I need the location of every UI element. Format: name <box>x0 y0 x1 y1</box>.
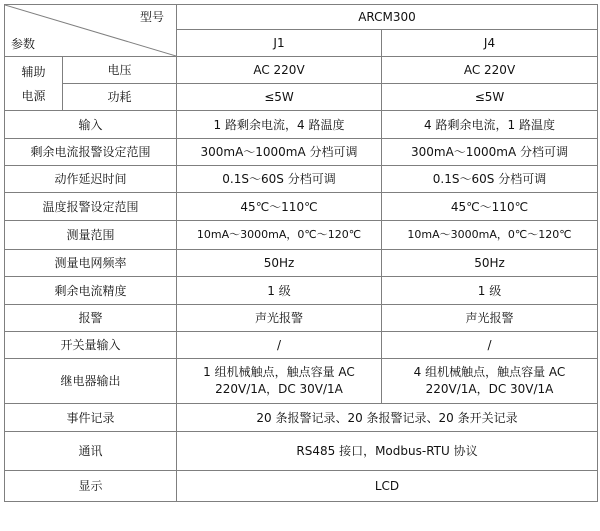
relay-output-j1 <box>177 359 382 404</box>
residual-accuracy-j1: 1 级 <box>177 277 382 305</box>
row-temp-alarm-range <box>5 193 598 221</box>
series-name: ARCM300 <box>177 5 598 30</box>
power-j4: ≤5W <box>382 84 598 111</box>
aux-power-label-2: 电源 <box>21 88 46 103</box>
row-input <box>5 111 598 139</box>
display-value: LCD <box>177 471 598 502</box>
row-residual-accuracy <box>5 277 598 305</box>
display-label: 显示 <box>5 471 177 502</box>
diagonal-header-cell <box>5 5 177 57</box>
row-grid-frequency <box>5 250 598 277</box>
relay-output-j1-line1: 1 组机械触点，触点容量 AC <box>203 365 355 379</box>
relay-output-j4-line1: 4 组机械触点，触点容量 AC <box>413 365 566 379</box>
measure-range-label: 测量范围 <box>5 221 177 250</box>
aux-power-label-1: 辅助 <box>21 64 46 79</box>
row-relay-output <box>5 359 598 404</box>
switch-input-label: 开关量输入 <box>5 332 177 359</box>
relay-output-label: 继电器输出 <box>5 359 177 404</box>
temp-alarm-range-label: 温度报警设定范围 <box>5 193 177 221</box>
temp-alarm-range-j4: 45℃～110℃ <box>382 193 598 221</box>
event-record-label: 事件记录 <box>5 404 177 432</box>
row-alarm <box>5 305 598 332</box>
action-delay-label: 动作延迟时间 <box>5 166 177 193</box>
relay-output-j4 <box>382 359 598 404</box>
measure-range-j1: 10mA～3000mA，0℃～120℃ <box>177 221 382 250</box>
residual-alarm-range-label: 剩余电流报警设定范围 <box>5 139 177 166</box>
row-display <box>5 471 598 502</box>
switch-input-j1: / <box>177 332 382 359</box>
input-j4: 4 路剩余电流，1 路温度 <box>382 111 598 139</box>
input-label: 输入 <box>5 111 177 139</box>
voltage-j1: AC 220V <box>177 57 382 84</box>
residual-accuracy-label: 剩余电流精度 <box>5 277 177 305</box>
action-delay-j1: 0.1S～60S 分档可调 <box>177 166 382 193</box>
power-label: 功耗 <box>63 84 177 111</box>
row-switch-input <box>5 332 598 359</box>
communication-label: 通讯 <box>5 432 177 471</box>
input-j1: 1 路剩余电流，4 路温度 <box>177 111 382 139</box>
action-delay-j4: 0.1S～60S 分档可调 <box>382 166 598 193</box>
residual-accuracy-j4: 1 级 <box>382 277 598 305</box>
communication-value: RS485 接口，Modbus-RTU 协议 <box>177 432 598 471</box>
voltage-label: 电压 <box>63 57 177 84</box>
aux-power-group-label <box>5 57 63 111</box>
row-power <box>5 84 598 111</box>
alarm-label: 报警 <box>5 305 177 332</box>
grid-frequency-j4: 50Hz <box>382 250 598 277</box>
grid-frequency-j1: 50Hz <box>177 250 382 277</box>
event-record-value: 20 条报警记录、20 条报警记录、20 条开关记录 <box>177 404 598 432</box>
residual-alarm-range-j4: 300mA～1000mA 分档可调 <box>382 139 598 166</box>
power-j1: ≤5W <box>177 84 382 111</box>
voltage-j4: AC 220V <box>382 57 598 84</box>
header-param-label: 参数 <box>11 37 36 51</box>
header-row-series <box>5 5 598 30</box>
residual-alarm-range-j1: 300mA～1000mA 分档可调 <box>177 139 382 166</box>
alarm-j1: 声光报警 <box>177 305 382 332</box>
row-communication <box>5 432 598 471</box>
header-model-label: 型号 <box>139 10 164 24</box>
grid-frequency-label: 测量电网频率 <box>5 250 177 277</box>
model-j1: J1 <box>177 30 382 57</box>
relay-output-j1-line2: 220V/1A，DC 30V/1A <box>215 382 343 396</box>
relay-output-j4-line2: 220V/1A，DC 30V/1A <box>425 382 554 396</box>
row-measure-range <box>5 221 598 250</box>
temp-alarm-range-j1: 45℃～110℃ <box>177 193 382 221</box>
alarm-j4: 声光报警 <box>382 305 598 332</box>
row-voltage <box>5 57 598 84</box>
spec-table <box>4 4 598 502</box>
measure-range-j4: 10mA～3000mA，0℃～120℃ <box>382 221 598 250</box>
switch-input-j4: / <box>382 332 598 359</box>
model-j4: J4 <box>382 30 598 57</box>
row-event-record <box>5 404 598 432</box>
row-residual-alarm-range <box>5 139 598 166</box>
row-action-delay <box>5 166 598 193</box>
